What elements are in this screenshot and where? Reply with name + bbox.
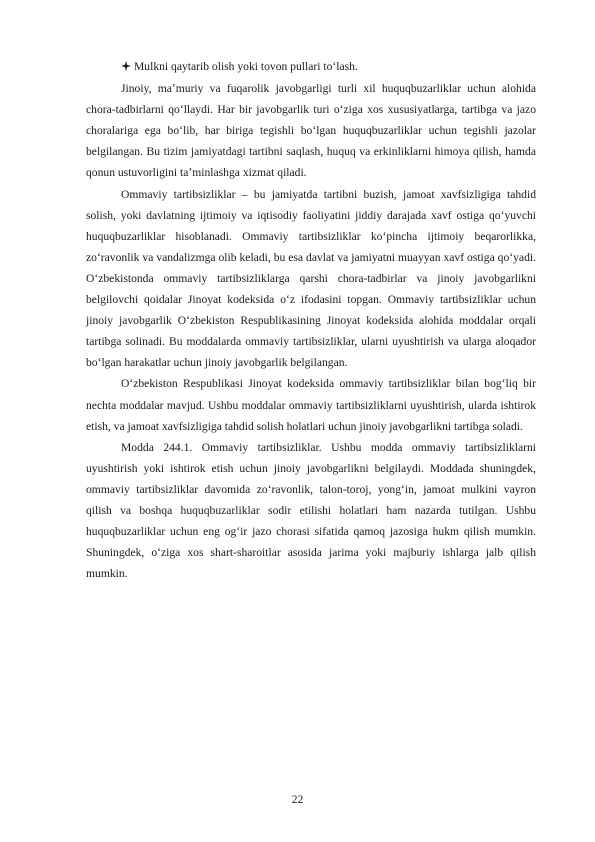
paragraph: Ommaviy tartibsizliklar – bu jamiyatda tartibni buzish, jamoat xavfsizligiga tahdid solish, yoki davlatning ijtimoiy va iqtisodiy faoliyatini jiddiy darajada xavf ostiga qoʻyuvchi huquqbuzarliklar hisoblanadi. Ommaviy tartibsizliklar koʻpincha ijtimoiy beqarorlikka, zoʻravonlik va vandalizmga olib keladi, bu esa davlat va jamiyatni muayyan xavf ostiga qoʻyadi. Oʻzbekistonda ommaviy tartibsizliklarga qarshi chora-tadbirlar va jinoiy javobgarlikni belgilovchi qoidalar Jinoyat kodeksida oʻz ifodasini topgan. Ommaviy tartibsizliklar uchun jinoiy javobgarlik Oʻzbekiston Respublikasining Jinoyat kodeksida alohida moddalar orqali tartibga solinadi. Bu moddalarda ommaviy tartibsizliklar, ularni uyushtirish va ularga aloqador boʻlgan harakatlar uchun jinoiy javobgarlik belgilangan. xyxy=(86,187,536,370)
bullet-heading-text: Mulkni qaytarib olish yoki tovon pullari toʻlash. xyxy=(134,60,358,73)
paragraph: Jinoiy, maʼmuriy va fuqarolik javobgarligi turli xil huquqbuzarliklar uchun alohida chora-tadbirlarni qoʻllaydi. Har bir javobgarlik turi oʻziga xos xususiyatlarga, tartibga va jazo choralariga ega boʻlib, har biriga tegishli boʻlgan huquqbuzarliklar uchun tegishli jazolar belgilangan. Bu tizim jamiyatdagi tartibni saqlash, huquq va erkinliklarni himoya qilish, hamda qonun ustuvorligini taʼminlashga xizmat qiladi. xyxy=(86,82,536,180)
bullet-heading xyxy=(121,56,536,78)
page-number: 22 xyxy=(291,793,304,806)
document-body xyxy=(86,56,536,584)
diamond-bullet-icon xyxy=(121,57,131,78)
paragraph: Oʻzbekiston Respublikasi Jinoyat kodeksida ommaviy tartibsizliklar bilan bogʻliq bir nechta moddalar mavjud. Ushbu moddalar ommaviy tartibsizliklarni uyushtirish, ularda ishtirok etish, va jamoat xavfsizligiga tahdid solish holatlari uchun jinoiy javobgarlikni tartibga soladi. xyxy=(86,377,536,433)
paragraph: Modda 244.1. Ommaviy tartibsizliklar. Ushbu modda ommaviy tartibsizliklarni uyushtirish yoki ishtirok etish uchun jinoiy javobgarlikni belgilaydi. Moddada shuningdek, ommaviy tartibsizliklar davomida zoʻravonlik, talon-toroj, yongʻin, jamoat mulkini vayron qilish va boshqa huquqbuzarliklar sodir etilishi holatlari ham nazarda tutilgan. Ushbu huquqbuzarliklar uchun eng ogʻir jazo chorasi sifatida qamoq jazosiga hukm qilish mumkin. Shuningdek, oʻziga xos shart-sharoitlar asosida jarima yoki majburiy ishlarga jalb qilish mumkin. xyxy=(86,440,536,581)
